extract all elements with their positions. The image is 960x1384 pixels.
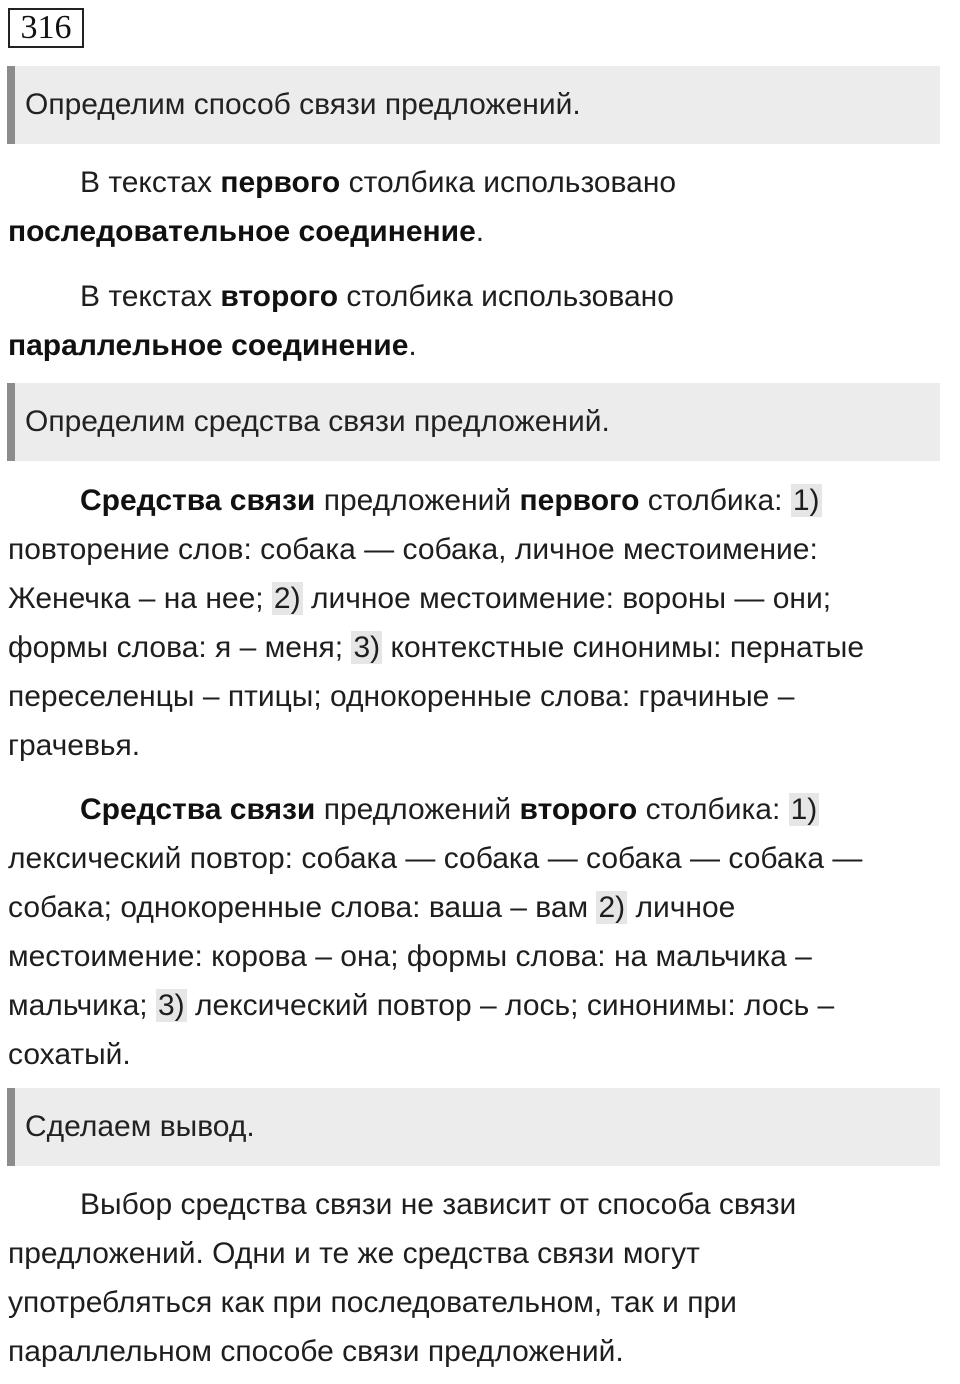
step-header-text: Определим способ связи предложений. xyxy=(25,88,581,121)
paragraph-line xyxy=(8,981,954,1030)
text-run: личное местоимение: вороны — они; xyxy=(302,582,832,615)
text-run: Женечка – на нее; xyxy=(8,582,272,615)
item-number: 3) xyxy=(353,631,381,664)
bold-text: второго xyxy=(519,793,638,826)
bold-text: второго xyxy=(220,280,339,313)
paragraph-line: местоимение: корова – она; формы слова: на мальчика – xyxy=(8,940,812,973)
step-header-conclusion xyxy=(7,1088,940,1166)
text-run: столбика: xyxy=(639,484,791,517)
item-number: 2) xyxy=(598,891,626,924)
text-run: В текстах xyxy=(80,166,221,199)
text-run: . xyxy=(475,215,485,248)
paragraph-line: лексический повтор: собака — собака — собака — собака — xyxy=(8,842,863,875)
paragraph-second-column-means xyxy=(8,785,954,1079)
paragraph-line xyxy=(8,883,954,932)
text-run: столбика использовано xyxy=(340,166,677,199)
text-run: собака; однокоренные слова: ваша – вам xyxy=(8,891,597,924)
paragraph-line: переселенцы – птицы; однокоренные слова: грачиные – xyxy=(8,680,795,713)
paragraph-line xyxy=(8,476,954,525)
step-header-text: Сделаем вывод. xyxy=(25,1110,255,1143)
text-run: . xyxy=(408,329,417,362)
paragraph-line xyxy=(8,574,954,623)
item-number: 1) xyxy=(792,484,820,517)
paragraph-line: употребляться как при последовательном, так и при xyxy=(8,1286,737,1319)
paragraph-line: Выбор средства связи не зависит от способа связи xyxy=(80,1188,797,1221)
paragraph-line: параллельном способе связи предложений. xyxy=(8,1335,624,1368)
bold-text: первого xyxy=(519,484,640,517)
paragraph-line xyxy=(8,272,954,321)
paragraph-line: сохатый. xyxy=(8,1038,131,1071)
text-run: контекстные синонимы: пернатые xyxy=(382,631,865,664)
text-run: предложений xyxy=(315,484,520,517)
paragraph-second-column-method xyxy=(8,272,954,370)
item-number: 3) xyxy=(157,989,185,1022)
paragraph-line xyxy=(8,158,954,207)
exercise-number: 316 xyxy=(8,8,84,48)
item-number: 2) xyxy=(273,582,301,615)
bold-text: параллельное соединение xyxy=(8,329,409,362)
step-header-text: Определим средства связи предложений. xyxy=(25,405,610,438)
paragraph-line xyxy=(8,623,954,672)
item-number: 1) xyxy=(790,793,818,826)
text-run: предложений xyxy=(315,793,520,826)
bold-text: последовательное соединение xyxy=(8,215,476,248)
text-run: лексический повтор – лось; синонимы: лось – xyxy=(186,989,835,1022)
bold-text: Средства связи xyxy=(80,793,316,826)
paragraph-line: повторение слов: собака — собака, личное местоимение: xyxy=(8,533,818,566)
step-header-connection-method xyxy=(7,66,940,144)
text-run: мальчика; xyxy=(8,989,156,1022)
paragraph-first-column-means xyxy=(8,476,954,770)
text-run: личное xyxy=(627,891,736,924)
paragraph-first-column-method xyxy=(8,158,954,256)
paragraph-conclusion xyxy=(8,1180,954,1376)
paragraph-line: грачевья. xyxy=(8,729,141,762)
step-header-connection-means xyxy=(7,383,940,461)
text-run: столбика: xyxy=(637,793,789,826)
paragraph-line: предложений. Одни и те же средства связи могут xyxy=(8,1237,700,1270)
paragraph-line xyxy=(8,321,954,370)
bold-text: первого xyxy=(220,166,341,199)
paragraph-line xyxy=(8,207,954,256)
bold-text: Средства связи xyxy=(80,484,316,517)
text-run: столбика использовано xyxy=(338,280,674,313)
text-run: формы слова: я – меня; xyxy=(8,631,352,664)
text-run: В текстах xyxy=(80,280,221,313)
paragraph-line xyxy=(8,785,954,834)
